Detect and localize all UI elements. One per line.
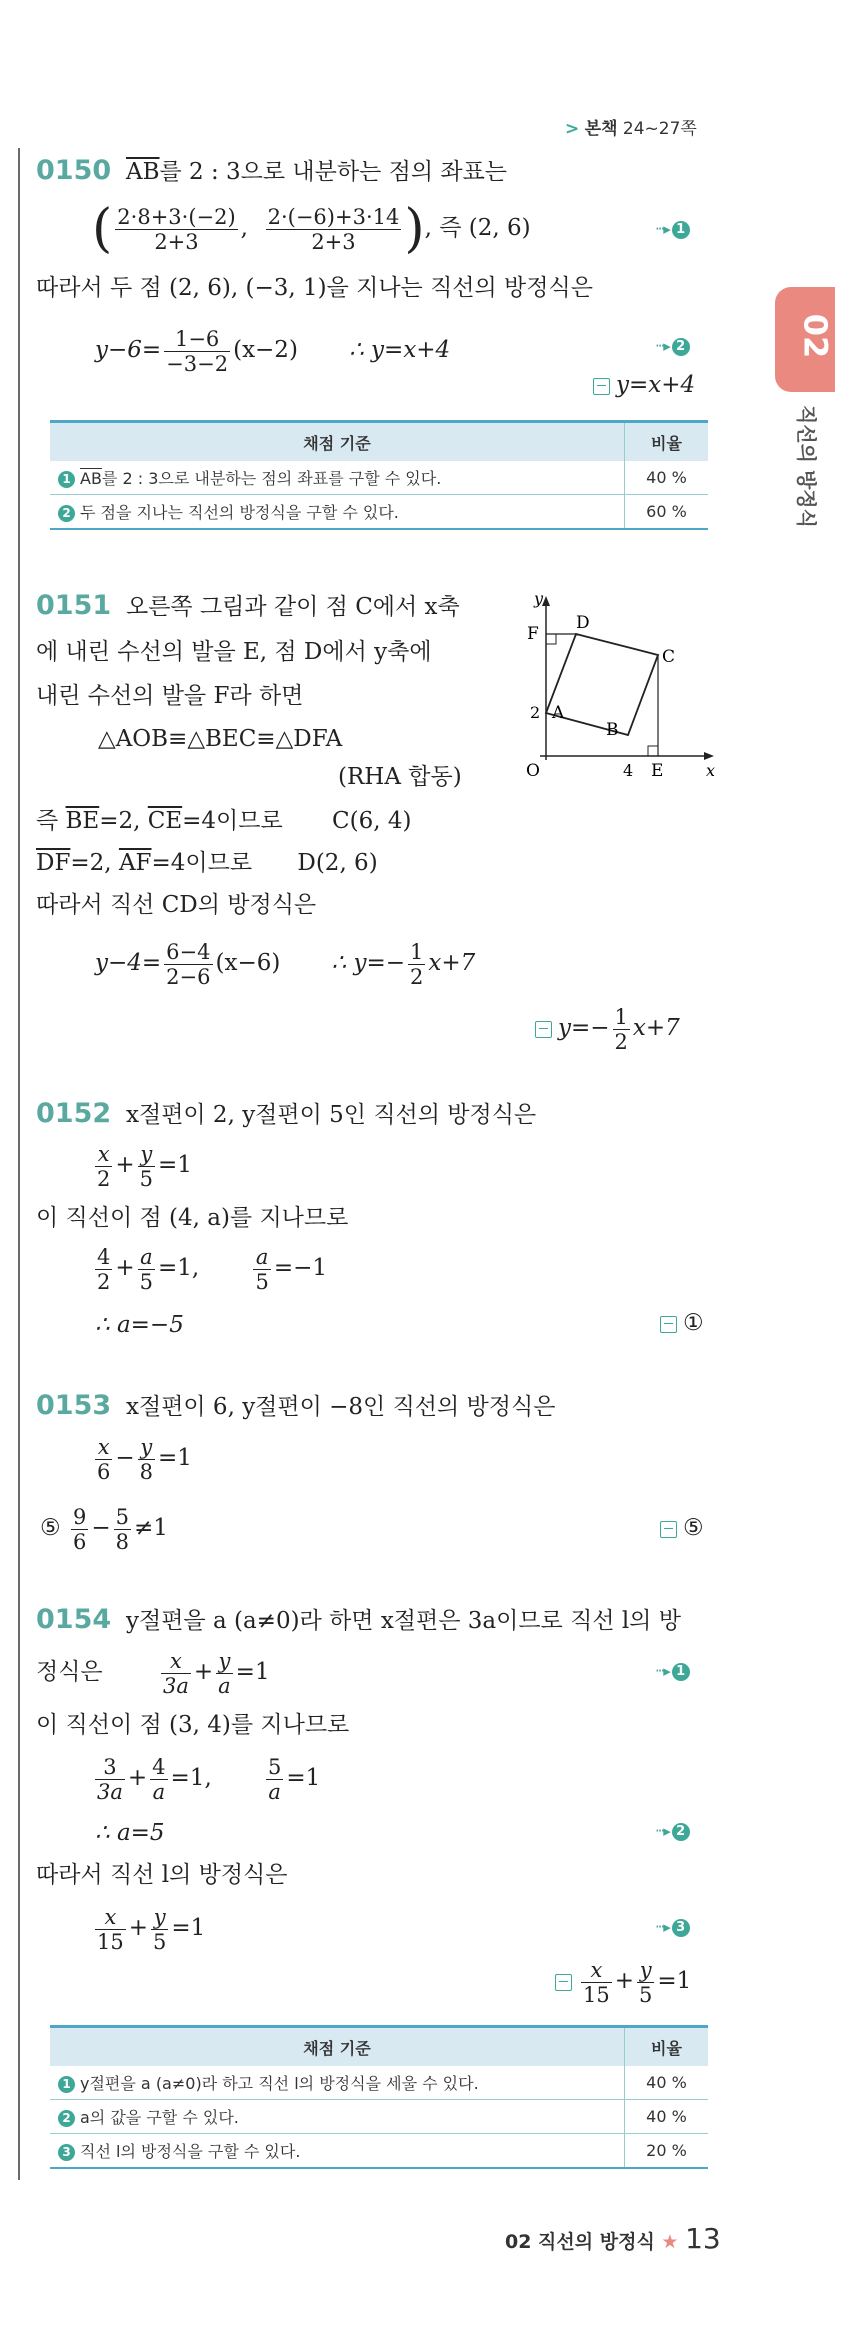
- ref-label: 본책: [584, 119, 618, 139]
- row-ratio: 40 %: [625, 2100, 709, 2134]
- text: 를 2 : 3으로 내분하는 점의 좌표는: [159, 159, 508, 185]
- problem-0154-line6: 따라서 직선 l의 방정식은: [36, 1862, 288, 1888]
- problem-0150-line1: [126, 157, 507, 187]
- fraction-top: 2·(−6)+3·14: [267, 204, 400, 229]
- problem-0152-line1: x절편이 2, y절편이 5인 직선의 방정식은: [126, 1102, 537, 1128]
- table-row: 3 직선 l의 방정식을 구할 수 있다. 20 %: [50, 2134, 708, 2169]
- row-marker: 2: [58, 505, 75, 522]
- problem-0150-coordinate: ( $\frac{2\cdot 8+3\cdot(-2)}{2+3}$ , $\frac{2\cdot(-6)+3\cdot 14}{2+3}$ ), 즉 (2, 6): [92, 199, 531, 259]
- fraction-top: 1−6: [164, 327, 230, 352]
- answer-icon: [660, 1316, 677, 1333]
- problem-number: 0151: [36, 590, 112, 621]
- table-row: 1 y절편을 a (a≠0)라 하고 직선 l의 방정식을 세울 수 있다. 40 %: [50, 2066, 708, 2100]
- row-text: 직선 l의 방정식을 구할 수 있다.: [80, 2142, 301, 2161]
- problem-0150-line3: 따라서 두 점 (2, 6), (−3, 1)을 지나는 직선의 방정식은: [36, 275, 593, 301]
- row-text: 두 점을 지나는 직선의 방정식을 구할 수 있다.: [80, 503, 399, 522]
- answer-text: ⑤: [683, 1515, 704, 1541]
- row-ratio: 40 %: [625, 2066, 709, 2100]
- problem-number: 0153: [36, 1390, 112, 1421]
- row-ratio: 60 %: [625, 495, 709, 530]
- problem-0154-eq2: $\frac{3}{3a}$ + $\frac{4}{a}$ =1, $\frac{5}{a}$ =1: [97, 1754, 321, 1804]
- answer-0150: [593, 372, 695, 398]
- answer-icon: [593, 378, 610, 395]
- problem-0154-line5: ∴ a=5: [95, 1820, 165, 1846]
- answer-0151: y=− $\frac{1}{2}$ x+7: [535, 1000, 680, 1056]
- table-row: [50, 495, 708, 530]
- step-marker-3: ···▸ 3: [655, 1918, 690, 1937]
- segment-ab: $\overline{AB}$: [126, 159, 160, 185]
- chapter-tab-number: 02: [796, 313, 835, 359]
- table-header-ratio: 비율: [625, 422, 709, 462]
- step-marker-1: ···▸ 1: [655, 220, 690, 239]
- diagram-label: D: [576, 613, 590, 633]
- ref-pages: 24~27쪽: [622, 119, 697, 139]
- problem-0153-eq1: $\frac{x}{6}$ − $\frac{y}{8}$ =1: [97, 1434, 192, 1484]
- answer-0153: [660, 1515, 704, 1541]
- problem-0151-line1: 오른쪽 그림과 같이 점 C에서 x축: [126, 594, 460, 620]
- problem-number: 0152: [36, 1098, 112, 1129]
- diagram-label: 4: [623, 761, 634, 780]
- problem-0153-line1: x절편이 6, y절편이 −8인 직선의 방정식은: [126, 1394, 556, 1420]
- step-marker-1: ···▸ 1: [655, 1662, 690, 1681]
- step-marker-2: ···▸ 2: [655, 1822, 690, 1841]
- fraction-bottom: 2+3: [311, 229, 356, 254]
- answer-icon: [555, 1974, 572, 1991]
- diagram-label: 2: [530, 703, 541, 722]
- table-header-ratio: 비율: [625, 2027, 709, 2067]
- fraction-top: 2·8+3·(−2): [117, 204, 236, 229]
- footer: [505, 2222, 721, 2255]
- left-margin-rule: [18, 148, 20, 2180]
- problem-0154-eq3: $\frac{x}{15}$ + $\frac{y}{5}$ =1: [97, 1904, 206, 1954]
- problem-0152-line5: ∴ a=−5: [95, 1312, 184, 1338]
- chapter-tab-title: 직선의 방정식: [794, 405, 819, 528]
- problem-0152-line3: 이 직선이 점 (4, a)를 지나므로: [36, 1205, 349, 1231]
- problem-0151-line3: 내린 수선의 발을 F라 하면: [36, 683, 304, 709]
- step-marker-2: ···▸ 2: [655, 337, 690, 356]
- diagram-label: O: [526, 761, 540, 780]
- diagram-label: x: [706, 761, 716, 780]
- answer-icon: [535, 1021, 552, 1038]
- answer-text: y=x+4: [616, 372, 696, 398]
- problem-0154-line3: 이 직선이 점 (3, 4)를 지나므로: [36, 1712, 350, 1738]
- diagram-label: E: [651, 761, 664, 780]
- page-reference: [565, 114, 697, 139]
- text: , 즉 (2, 6): [424, 215, 531, 241]
- grading-table-0150: [50, 420, 708, 530]
- diagram-0151: [510, 590, 720, 780]
- problem-0152-eq2: $\frac{4}{2}$ + $\frac{a}{5}$ =1, $\frac{a}{5}$ =−1: [97, 1244, 327, 1294]
- problem-0153-eq2: ⑤ $\frac{9}{6}$ − $\frac{5}{8}$ ≠1: [40, 1504, 168, 1554]
- problem-0151-line2: 에 내린 수선의 발을 E, 점 D에서 y축에: [36, 639, 432, 665]
- row-text: 를 2 : 3으로 내분하는 점의 좌표를 구할 수 있다.: [101, 469, 442, 488]
- diagram-label: F: [527, 624, 539, 644]
- table-header-criteria: 채점 기준: [50, 422, 625, 462]
- problem-0154-line1: y절편을 a (a≠0)라 하면 x절편은 3a이므로 직선 l의 방: [126, 1608, 681, 1634]
- problem-number: 0150: [36, 155, 112, 186]
- answer-0154: $\frac{x}{15}$ + $\frac{y}{5}$ =1: [555, 1953, 691, 2009]
- row-text: y절편을 a (a≠0)라 하고 직선 l의 방정식을 세울 수 있다.: [80, 2074, 479, 2093]
- diagram-label: C: [662, 647, 676, 667]
- star-icon: ★: [661, 2231, 679, 2253]
- diagram-label: A: [552, 703, 565, 723]
- problem-number: 0154: [36, 1604, 112, 1635]
- fraction-bottom: 2+3: [154, 229, 199, 254]
- fraction-bottom: −3−2: [166, 351, 229, 376]
- problem-0151-line5: (RHA 합동): [338, 764, 462, 790]
- answer-icon: [660, 1521, 677, 1538]
- chevron-right-icon: >: [565, 119, 580, 139]
- footer-chapter: 02 직선의 방정식: [505, 2231, 655, 2253]
- table-row: 2 a의 값을 구할 수 있다. 40 %: [50, 2100, 708, 2134]
- row-ratio: 20 %: [625, 2134, 709, 2169]
- segment-ab: $\overline{AB}$: [80, 469, 102, 488]
- problem-0152-eq1: $\frac{x}{2}$ + $\frac{y}{5}$ =1: [97, 1141, 192, 1191]
- row-text: a의 값을 구할 수 있다.: [80, 2108, 239, 2127]
- problem-0151-line6: 즉 $\overline{BE}=2$, $\overline{CE}=4$이므로 C(6, 4): [36, 808, 412, 834]
- grading-table-0154: [50, 2025, 708, 2169]
- problem-0151-equation: y−4= $\frac{6-4}{2-6}$ (x−6) ∴ y=− $\frac{1}{2}$ x+7: [95, 939, 476, 989]
- problem-0154-line2: 정식은 $\frac{x}{3a}$ + $\frac{y}{a}$ =1: [36, 1648, 270, 1698]
- row-ratio: 40 %: [625, 461, 709, 495]
- text: (x−2): [233, 337, 298, 363]
- problem-0151-line7: $\overline{DF}=2$, $\overline{AF}=4$이므로 D(2, 6): [36, 850, 378, 876]
- table-header-criteria: 채점 기준: [50, 2027, 625, 2067]
- answer-text: ①: [683, 1310, 704, 1336]
- problem-0150-equation: [95, 322, 450, 378]
- text: ∴ y=x+4: [349, 337, 451, 363]
- diagram-label: y: [534, 590, 544, 608]
- answer-0152: [660, 1310, 704, 1336]
- diagram-label: B: [606, 720, 619, 740]
- problem-0151-line4: △AOB≡△BEC≡△DFA: [98, 726, 343, 752]
- row-marker: 1: [58, 471, 75, 488]
- table-row: [50, 461, 708, 495]
- text: y−6=: [95, 337, 162, 363]
- problem-0151-line8: 따라서 직선 CD의 방정식은: [36, 892, 317, 918]
- page-number: 13: [685, 2222, 721, 2255]
